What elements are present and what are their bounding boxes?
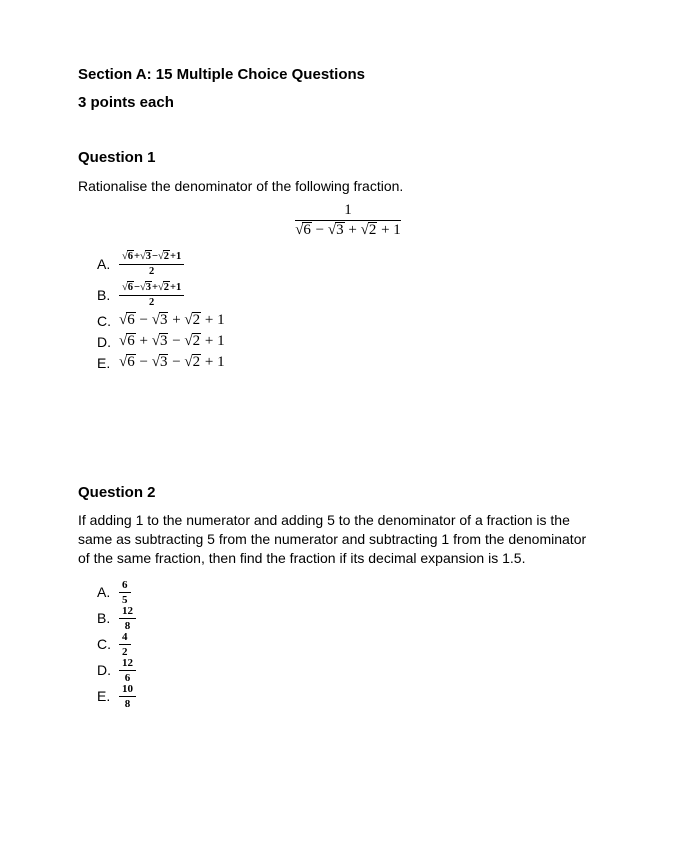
option-label: D. [97, 662, 111, 678]
option-label: B. [97, 610, 111, 626]
sqrt-radical: √2 [360, 222, 377, 238]
option-fraction [119, 579, 131, 606]
sqrt-radical: √3 [140, 251, 152, 263]
sqrt-radical: √3 [151, 333, 168, 349]
sqrt-radical: √2 [158, 251, 170, 263]
fraction-denominator: 5 [122, 593, 128, 606]
sqrt-radical: √6 [295, 222, 311, 238]
question2-prompt [78, 511, 638, 568]
sqrt-radical: √2 [184, 312, 201, 328]
sqrt-radical: √6 [119, 312, 135, 328]
prompt-line: same as subtracting 5 from the numerator and subtracting 1 from the denominator [78, 531, 587, 547]
question1-display-fraction [78, 202, 618, 239]
question2-title: Question 2 [78, 484, 156, 501]
fraction-numerator: 10 [119, 683, 136, 697]
sqrt-radical: √3 [151, 312, 168, 328]
fraction-numerator: 4 [119, 631, 131, 645]
option-label: A. [97, 584, 111, 600]
option-fraction [119, 281, 184, 307]
fraction-numerator: √6−√3+√2+1 [119, 281, 184, 295]
sqrt-radical: √3 [151, 354, 168, 370]
fraction-numerator: √6+√3−√2+1 [119, 250, 184, 264]
option-fraction [119, 605, 136, 632]
fraction-numerator: 6 [119, 579, 131, 593]
question1-option-d [97, 331, 225, 352]
question1-prompt: Rationalise the denominator of the following fraction. [78, 178, 404, 194]
sqrt-radical: √2 [184, 333, 201, 349]
option-fraction [119, 683, 136, 710]
question1-options [97, 248, 225, 373]
question2-option-d [97, 657, 136, 683]
option-fraction [119, 657, 136, 684]
option-label: B. [97, 286, 111, 303]
fraction-denominator: √6 − √3 + √2 + 1 [295, 222, 401, 238]
question1-option-e [97, 352, 225, 373]
sqrt-radical: √2 [158, 282, 170, 294]
points-note: 3 points each [78, 94, 174, 111]
question2-option-e [97, 683, 136, 709]
option-fraction [119, 631, 131, 658]
option-expression: √6 − √3 + √2 + 1 [119, 312, 225, 328]
question2-option-c [97, 631, 136, 657]
fraction-numerator: 12 [119, 605, 136, 619]
option-label: E. [97, 354, 111, 371]
fraction-denominator: 2 [122, 645, 128, 658]
option-expression: √6 − √3 − √2 + 1 [119, 354, 225, 370]
sqrt-radical: √6 [119, 333, 135, 349]
question1-option-c [97, 310, 225, 331]
option-label: A. [97, 255, 111, 272]
question2-option-a [97, 579, 136, 605]
prompt-line: of the same fraction, then find the fraction if its decimal expansion is 1.5. [78, 550, 526, 566]
section-title: Section A: 15 Multiple Choice Questions [78, 66, 365, 83]
sqrt-radical: √6 [122, 251, 134, 263]
question2-options [97, 579, 136, 709]
fraction-numerator: 1 [295, 202, 401, 221]
sqrt-radical: √6 [122, 282, 134, 294]
sqrt-radical: √3 [140, 282, 152, 294]
option-label: C. [97, 312, 111, 329]
option-label: E. [97, 688, 111, 704]
sqrt-radical: √6 [119, 354, 135, 370]
sqrt-radical: √3 [327, 222, 344, 238]
option-expression: √6 + √3 − √2 + 1 [119, 333, 225, 349]
option-label: D. [97, 333, 111, 350]
fraction-denominator: 8 [124, 697, 131, 710]
question1-option-a [97, 248, 225, 279]
question2-option-b [97, 605, 136, 631]
question1-option-b [97, 279, 225, 310]
fraction-denominator: 6 [124, 671, 131, 684]
fraction-denominator: 8 [124, 619, 131, 632]
prompt-line: If adding 1 to the numerator and adding 5 to the denominator of a fraction is the [78, 512, 570, 528]
option-label: C. [97, 636, 111, 652]
fraction-denominator: 2 [149, 265, 155, 277]
option-fraction [119, 250, 184, 276]
fraction-numerator: 12 [119, 657, 136, 671]
question1-title: Question 1 [78, 149, 156, 166]
sqrt-radical: √2 [184, 354, 201, 370]
fraction-denominator: 2 [149, 296, 155, 308]
